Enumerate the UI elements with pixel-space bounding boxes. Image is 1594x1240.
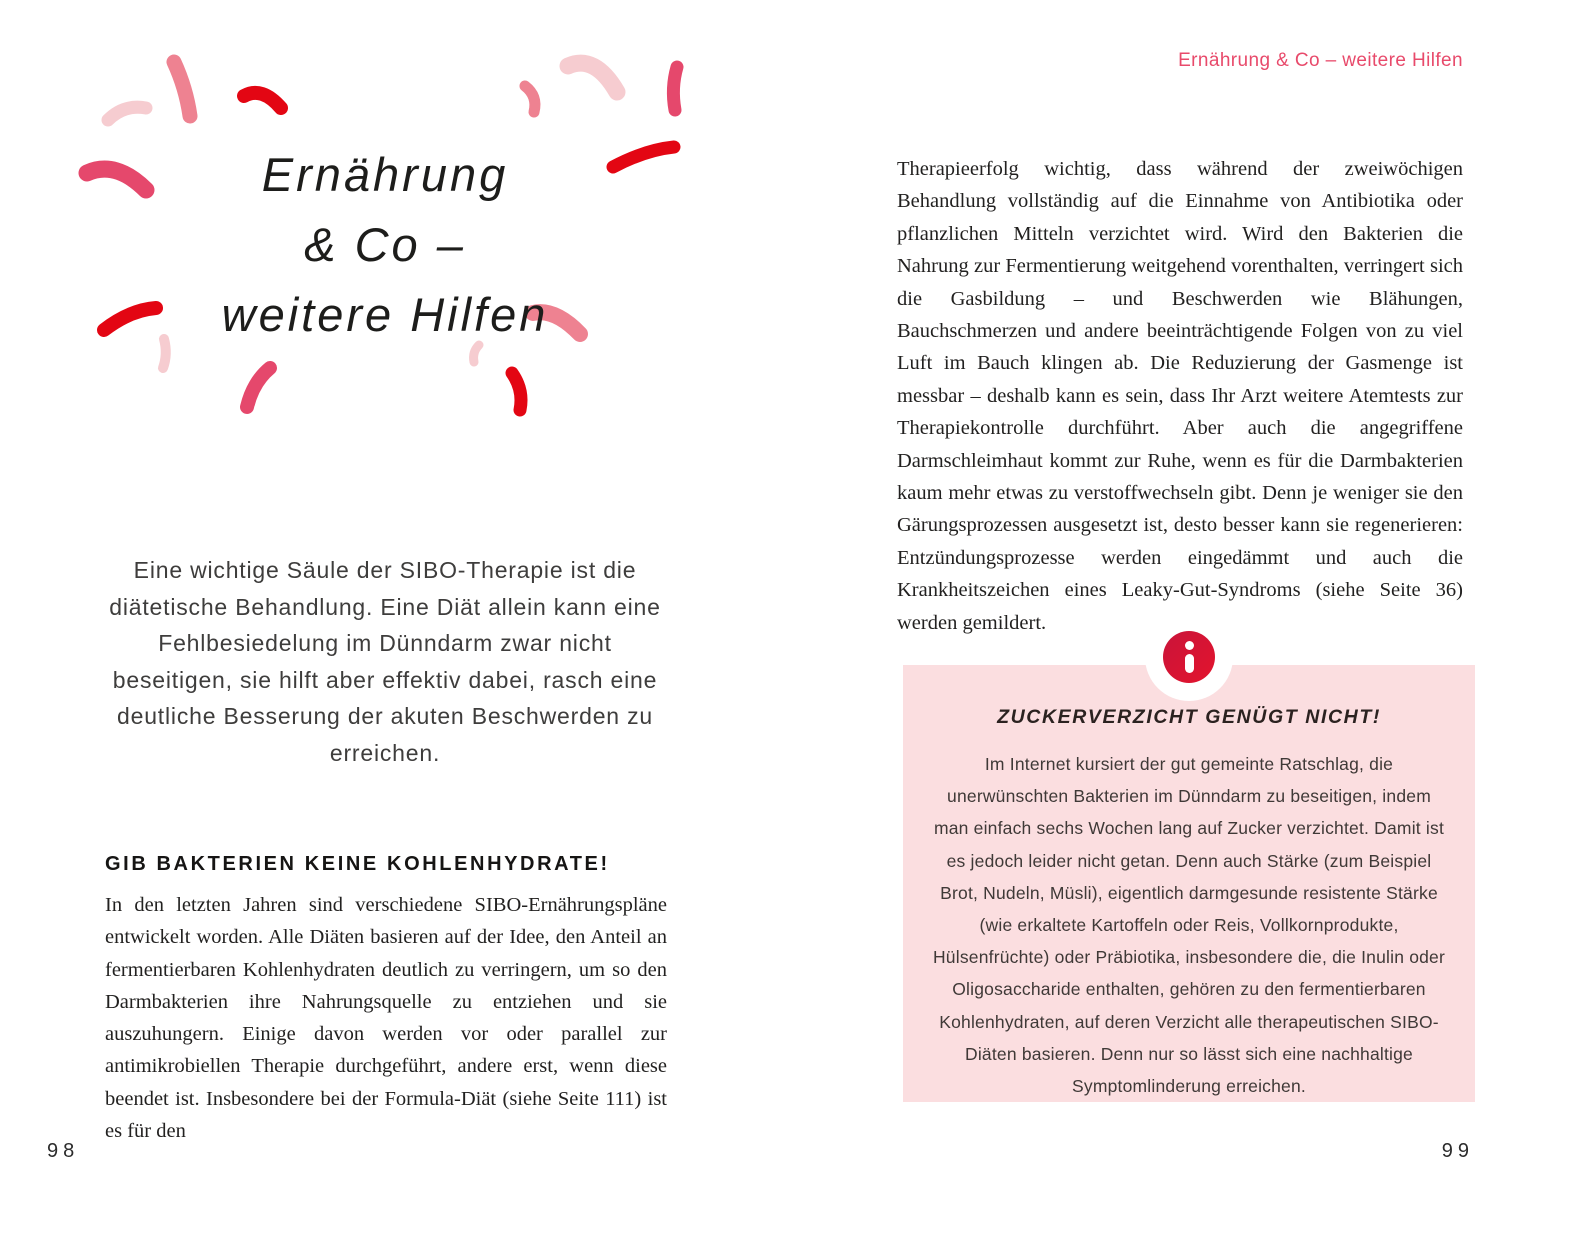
info-box-title: ZUCKERVERZICHT GENÜGT NICHT! <box>997 706 1381 728</box>
running-header: Ernährung & Co – weitere Hilfen <box>1178 50 1463 71</box>
info-icon-dot <box>1185 641 1194 650</box>
left-page-body: In den letzten Jahren sind verschiedene SIBO-Ernährungspläne entwickelt worden. Alle Diäten basieren auf der Idee, den Anteil an fermentierbaren Kohlenhydraten deutlich zu verringern, um so den Darmbakterien ihre Nahrungsquelle zu entziehen und sie auszuhungern. Einige davon werden vor oder parallel zur antimikrobiellen Therapie durchgeführt, andere erst, wenn diese beendet ist. Insbesondere bei der Formula-Diät (siehe Seite 111) ist es für den <box>105 894 667 1143</box>
chapter-title <box>105 140 665 350</box>
info-icon-disc <box>1163 631 1215 683</box>
right-page-body: Therapieerfolg wichtig, dass während der zweiwöchigen Behandlung vollständig auf die Einnahme von Antibiotika oder pflanzlichen Mitteln verzichtet wird. Wird den Bakterien die Nahrung zur Fermentierung weitgehend vorenthalten, verringert sich die Gasbildung – und Beschwerden wie Blähungen, Bauchschmerzen und andere beeinträchtigende Folgen von zu viel Luft im Bauch klingen ab. Die Reduzierung der Gasmenge ist messbar – deshalb kann es sein, dass Ihr Arzt weitere Atemtests zur Therapiekontrolle durchführt. Aber auch die angegriffene Darmschleimhaut kommt zur Ruhe, wenn es für die Darmbakterien kaum mehr etwas zu verstoffwechseln gibt. Denn je weniger sie den Gärungsprozessen ausgesetzt ist, desto besser kann sie regenerieren: Entzündungsprozesse werden eingedämmt und auch die Krankheitszeichen eines Leaky-Gut-Syndroms (siehe Seite 36) werden gemildert. <box>897 158 1463 634</box>
chapter-title-line-2: & Co – <box>304 218 466 271</box>
chapter-intro: Eine wichtige Säule der SIBO-Therapie ist die diätetische Behandlung. Eine Diät allein kann eine Fehlbesiedelung im Dünndarm zwar nicht beseitigen, sie hilft aber effektiv dabei, rasch eine deutliche Besserung der akuten Beschwerden zu erreichen. <box>109 557 661 766</box>
info-box-body: Im Internet kursiert der gut gemeinte Ratschlag, die unerwünschten Bakterien im Dünndarm zu beseitigen, indem man einfach sechs Wochen lang auf Zucker verzichtet. Damit ist es jedoch leider nicht getan. Denn auch Stärke (zum Beispiel Brot, Nudeln, Müsli), eigentlich darmgesunde resistente Stärke (wie erkaltete Kartoffeln oder Reis, Vollkornprodukte, Hülsenfrüchte) oder Präbiotika, insbesondere die, die Inulin oder Oligosaccharide enthalten, gehören zu den fermentierbaren Kohlenhydraten, auf deren Verzicht alle therapeutischen SIBO-Diäten basieren. Denn nur so lässt sich eine nachhaltige Symptomlinderung erreichen. <box>932 754 1446 1097</box>
chapter-title-line-3: weitere Hilfen <box>221 288 549 341</box>
info-icon-stem <box>1185 654 1194 673</box>
info-icon <box>1145 613 1233 701</box>
page-number-right: 99 <box>1441 1140 1474 1162</box>
section-heading: GIB BAKTERIEN KEINE KOHLENHYDRATE! <box>105 853 610 875</box>
chapter-title-line-1: Ernährung <box>261 148 509 201</box>
page-number-left: 98 <box>47 1140 80 1162</box>
